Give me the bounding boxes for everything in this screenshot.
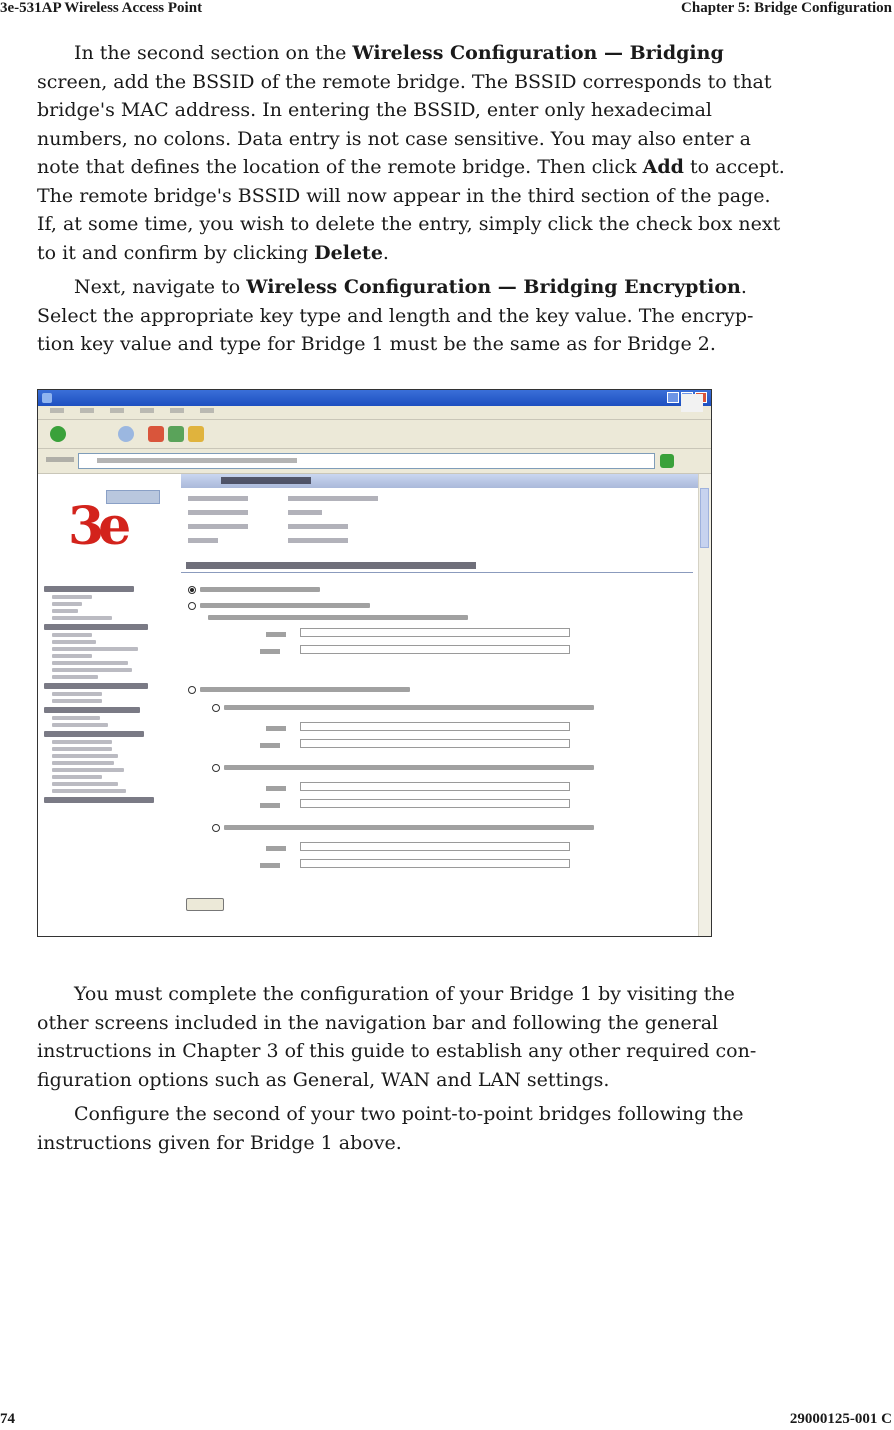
radio-wep-128 bbox=[212, 764, 220, 772]
browser-scrollbar bbox=[698, 474, 711, 936]
key-input bbox=[300, 782, 570, 791]
option-label bbox=[200, 687, 410, 692]
browser-app-icon bbox=[42, 393, 52, 403]
menu-item bbox=[170, 408, 184, 413]
key-label bbox=[260, 649, 280, 654]
radio-wep-option bbox=[188, 686, 196, 694]
key-label bbox=[266, 846, 286, 851]
nav-item bbox=[52, 654, 92, 658]
document-id: 29000125-001 C bbox=[789, 1411, 892, 1427]
paragraph-complete-configuration: You must complete the configuration of your Bridge 1 by visiting the other screens included in the navigation bar and following the general instructions in Chapter 3 of this guide to establish any other required con-figuration options such as General, WAN and LAN settings. bbox=[37, 983, 757, 1091]
nav-item bbox=[52, 675, 98, 679]
option-label bbox=[224, 825, 594, 830]
menu-item bbox=[200, 408, 214, 413]
page-number: 74 bbox=[0, 1411, 15, 1427]
nav-item bbox=[52, 602, 82, 606]
address-bar bbox=[38, 449, 711, 474]
bold-term: Delete bbox=[314, 241, 383, 264]
browser-titlebar bbox=[38, 390, 711, 406]
nav-item bbox=[52, 789, 126, 793]
minimize-icon bbox=[667, 392, 679, 403]
running-header bbox=[0, 0, 894, 22]
go-icon bbox=[660, 454, 674, 468]
option-label bbox=[200, 587, 320, 592]
bold-term: Wireless Configuration — Bridging bbox=[352, 42, 724, 64]
browser-content bbox=[38, 474, 711, 936]
nav-item bbox=[52, 754, 118, 758]
3e-logo: 3e bbox=[68, 496, 126, 557]
bold-term: Add bbox=[642, 156, 684, 178]
menu-item bbox=[50, 408, 64, 413]
address-label bbox=[46, 457, 74, 462]
option-label bbox=[224, 705, 594, 710]
running-header-left: 3e-531AP Wireless Access Point bbox=[0, 0, 203, 16]
nav-item bbox=[52, 723, 108, 727]
nav-item bbox=[52, 716, 100, 720]
key-label bbox=[266, 632, 286, 637]
radio-no-encryption bbox=[188, 586, 196, 594]
radio-wep-64 bbox=[212, 704, 220, 712]
key-input bbox=[300, 722, 570, 731]
nav-item bbox=[52, 699, 102, 703]
bold-term: Wireless Configuration — Bridging Encryption bbox=[246, 276, 741, 298]
address-field bbox=[78, 453, 655, 469]
menu-item bbox=[110, 408, 124, 413]
nav-item bbox=[52, 747, 112, 751]
option-description bbox=[208, 615, 468, 620]
nav-group bbox=[44, 707, 140, 713]
browser-menubar bbox=[38, 406, 711, 420]
nav-item bbox=[52, 775, 102, 779]
key-input bbox=[300, 859, 570, 868]
key-input bbox=[300, 628, 570, 637]
nav-item bbox=[52, 768, 124, 772]
apply-button bbox=[186, 898, 224, 911]
back-icon bbox=[50, 426, 66, 442]
nav-item bbox=[52, 692, 102, 696]
browser-toolbar bbox=[38, 420, 711, 449]
text-run: to accept. The remote bridge's BSSID will now appear in the third section of the page. If, at some time, you wish to delete the entry, simply click the check box next to it and confirm by clicking bbox=[37, 156, 785, 264]
menu-item bbox=[140, 408, 154, 413]
running-header-right: Chapter 5: Bridge Configuration bbox=[681, 0, 892, 16]
nav-group bbox=[44, 797, 154, 803]
key-input bbox=[300, 645, 570, 654]
nav-item bbox=[52, 668, 132, 672]
option-label bbox=[200, 603, 370, 608]
screenshot-figure bbox=[37, 389, 712, 937]
windows-logo-icon bbox=[681, 394, 703, 412]
key-label bbox=[266, 786, 286, 791]
key-input bbox=[300, 842, 570, 851]
nav-item bbox=[52, 640, 96, 644]
body-text-top bbox=[37, 39, 787, 365]
radio-wpa-option bbox=[188, 602, 196, 610]
nav-item bbox=[52, 633, 92, 637]
stop-icon bbox=[148, 426, 164, 442]
nav-item bbox=[52, 761, 114, 765]
scrollbar-thumb bbox=[700, 488, 709, 548]
nav-group bbox=[44, 731, 144, 737]
nav-group bbox=[44, 683, 148, 689]
paragraph-bridging-encryption bbox=[37, 273, 787, 359]
nav-item bbox=[52, 609, 78, 613]
paragraph-second-bridge: Configure the second of your two point-to-point bridges following the instructions given for Bridge 1 above. bbox=[37, 1103, 744, 1154]
nav-item bbox=[52, 647, 138, 651]
forward-icon bbox=[118, 426, 134, 442]
text-run: screen, add the BSSID of the remote bridge. The BSSID corresponds to that bridge's MAC address. In entering the BSSID, enter only hexadecimal numbers, no colons. Data entry is not case sensitive. You may also enter a note that defines the location of the remote bridge. Then click bbox=[37, 70, 772, 178]
key-label bbox=[260, 803, 280, 808]
nav-item bbox=[52, 661, 128, 665]
radio-wep-256 bbox=[212, 824, 220, 832]
device-header-bar bbox=[181, 474, 706, 488]
key-label bbox=[260, 743, 280, 748]
text-run: Next, navigate to bbox=[74, 276, 247, 298]
menu-item bbox=[80, 408, 94, 413]
refresh-icon bbox=[168, 426, 184, 442]
section-divider bbox=[181, 572, 693, 573]
home-icon bbox=[188, 426, 204, 442]
text-run: In the second section on the bbox=[74, 42, 353, 64]
paragraph-bridging-bssid bbox=[37, 39, 787, 267]
section-title-bridging-encryption bbox=[186, 562, 476, 569]
url-text bbox=[97, 458, 297, 463]
nav-group bbox=[44, 586, 134, 592]
nav-item bbox=[52, 595, 92, 599]
nav-item bbox=[52, 616, 112, 620]
text-run: . bbox=[382, 241, 389, 264]
key-label bbox=[266, 726, 286, 731]
key-input bbox=[300, 799, 570, 808]
nav-item bbox=[52, 782, 118, 786]
router-nav-menu bbox=[44, 582, 184, 806]
nav-item bbox=[52, 740, 112, 744]
option-label bbox=[224, 765, 594, 770]
key-input bbox=[300, 739, 570, 748]
key-label bbox=[260, 863, 280, 868]
nav-group bbox=[44, 624, 148, 630]
body-text-bottom bbox=[37, 980, 787, 1163]
device-title bbox=[221, 477, 311, 484]
text-run: . Select the appropriate key type and length and the key value. The encryp-tion key value and type for Bridge 1 must be the same as for Bridge 2. bbox=[37, 276, 754, 355]
